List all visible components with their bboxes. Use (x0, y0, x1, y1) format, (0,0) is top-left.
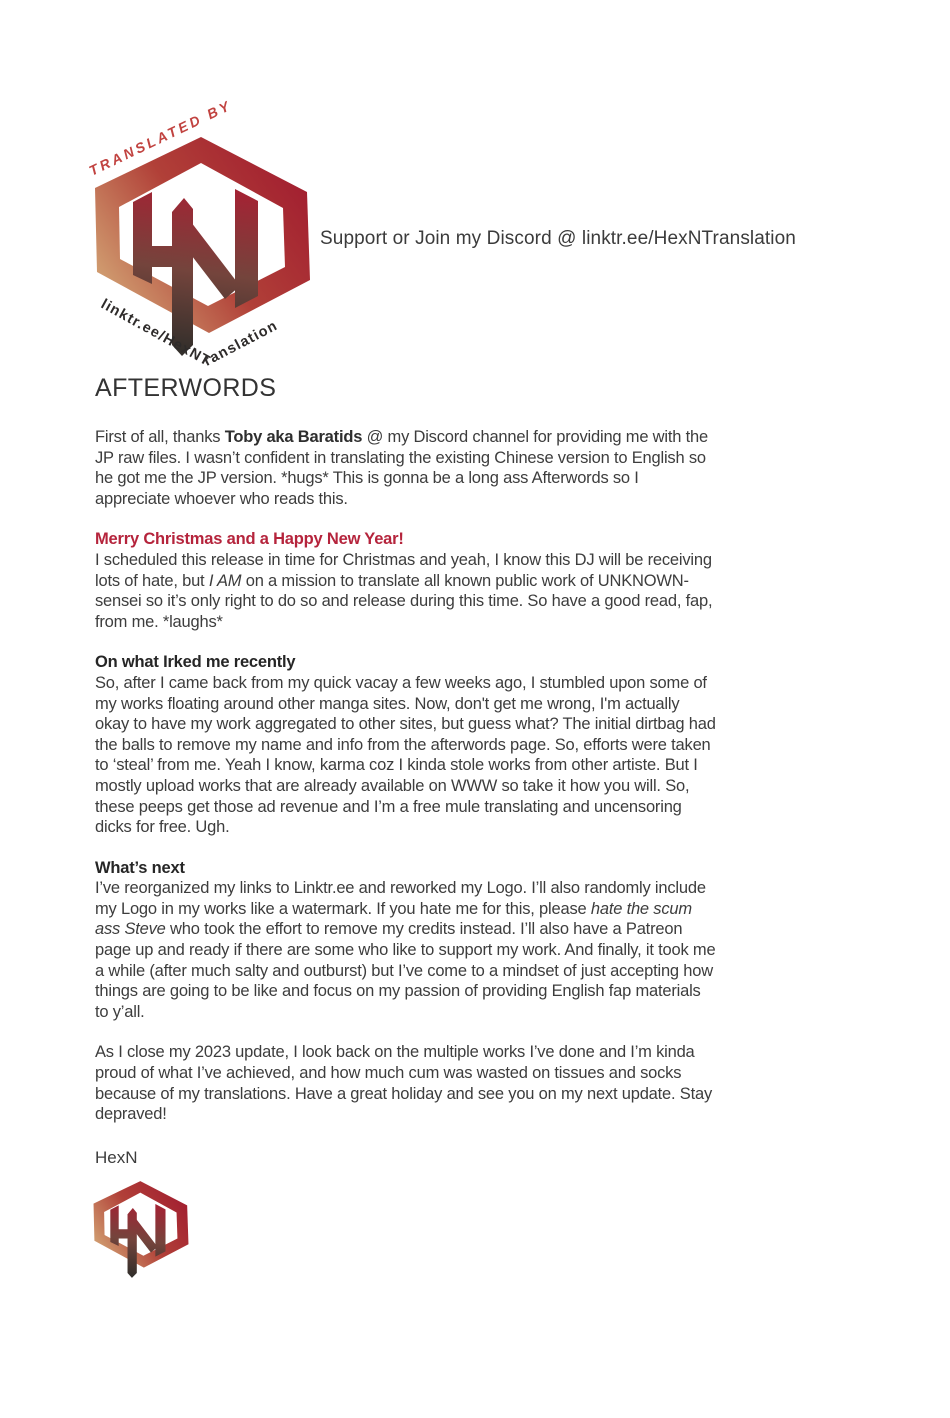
monogram-h-bar (133, 192, 152, 284)
monogram-n-bar-small (155, 1204, 165, 1257)
monogram-h-crossbar-small (118, 1229, 129, 1238)
whats-next-text-pre: I’ve reorganized my links to Linktr.ee and reworked my Logo. I’ll also randomly include my Logo in my works like a watermark. If you hate me for this, please (95, 879, 706, 918)
hexn-logo-small (89, 1178, 193, 1284)
signature: HexN (95, 1147, 138, 1167)
monogram-n-bar (235, 189, 258, 308)
hexn-logo (85, 95, 320, 372)
translated-by-arc-text: TRANSLATED BY (86, 96, 235, 179)
christmas-paragraph (95, 550, 717, 632)
section-heading-whats-next: What’s next (95, 858, 185, 877)
linktree-arc-text: linktr.ee/HexNTranslation (98, 296, 281, 370)
irked-paragraph: So, after I came back from my quick vacay a few weeks ago, I stumbled upon some of my works floating around other manga sites. Now, don't get me wrong, I'm actually okay to have my work aggregated to other sites, but guess what? The initial dirtbag had the balls to remove my name and info from the afterwords page. So, efforts were taken to ‘steal’ from me. Yeah I know, karma coz I kinda stole works from other artiste. But I mostly upload works that are already available on WWW so take it how you will. So, these peeps get those ad revenue and I’m a free mule translating and uncensoring dicks for free. Ugh. (95, 673, 716, 837)
intro-text-post: @ my Discord channel for providing me with the JP raw files. I wasn’t confident in translating the existing Chinese version to English so he got me the JP version. *hugs* This is gonna be a long ass Afterwords so I appreciate whoever who reads this. (95, 428, 708, 508)
monogram-h-bar-small (110, 1205, 118, 1246)
intro-credit-name: Toby aka Baratids (224, 428, 363, 446)
monogram-h-crossbar (150, 246, 174, 267)
section-whats-next (95, 858, 717, 1023)
christmas-text-pre: I scheduled this release in time for Christmas and yeah, I know this DJ will be receiving lots of hate, but (95, 550, 712, 590)
section-irked (95, 652, 717, 837)
closing-paragraph: As I close my 2023 update, I look back on the multiple works I’ve done and I’m kinda proud of what I’ve achieved, and how much cum was wasted on tissues and socks because of my translations. Have a great holiday and see you on my next update. Stay depraved! (95, 1043, 712, 1124)
whats-next-italic: hate the scum ass Steve (95, 899, 692, 939)
section-heading-christmas: Merry Christmas and a Happy New Year! (95, 530, 404, 549)
page-title: AFTERWORDS (95, 374, 277, 402)
support-line: Support or Join my Discord @ linktr.ee/HexNTranslation (320, 228, 796, 249)
section-christmas (95, 529, 717, 632)
christmas-italic: I AM (208, 571, 242, 590)
section-heading-irked: On what Irked me recently (95, 653, 296, 672)
intro-text-pre: First of all, thanks (95, 428, 225, 446)
intro-paragraph (95, 427, 717, 509)
hexagon-monogram-small (94, 1181, 189, 1278)
christmas-text-post: on a mission to translate all known public work of UNKNOWN-sensei so it’s only right to do so and release during this time. So have a good read, fap, from me. *laughs* (95, 571, 713, 631)
whats-next-text-post: who took the effort to remove my credits instead. I’ll also have a Patreon page up and ready if there are some who like to support my work. And finally, it took me a while (after much salty and outburst) but I’ve come to a mindset of just accepting how things are going to be like and focus on my passion of providing English fap materials to y’all. (95, 920, 716, 1021)
afterwords-content (95, 374, 717, 1284)
whats-next-paragraph (95, 878, 717, 1022)
